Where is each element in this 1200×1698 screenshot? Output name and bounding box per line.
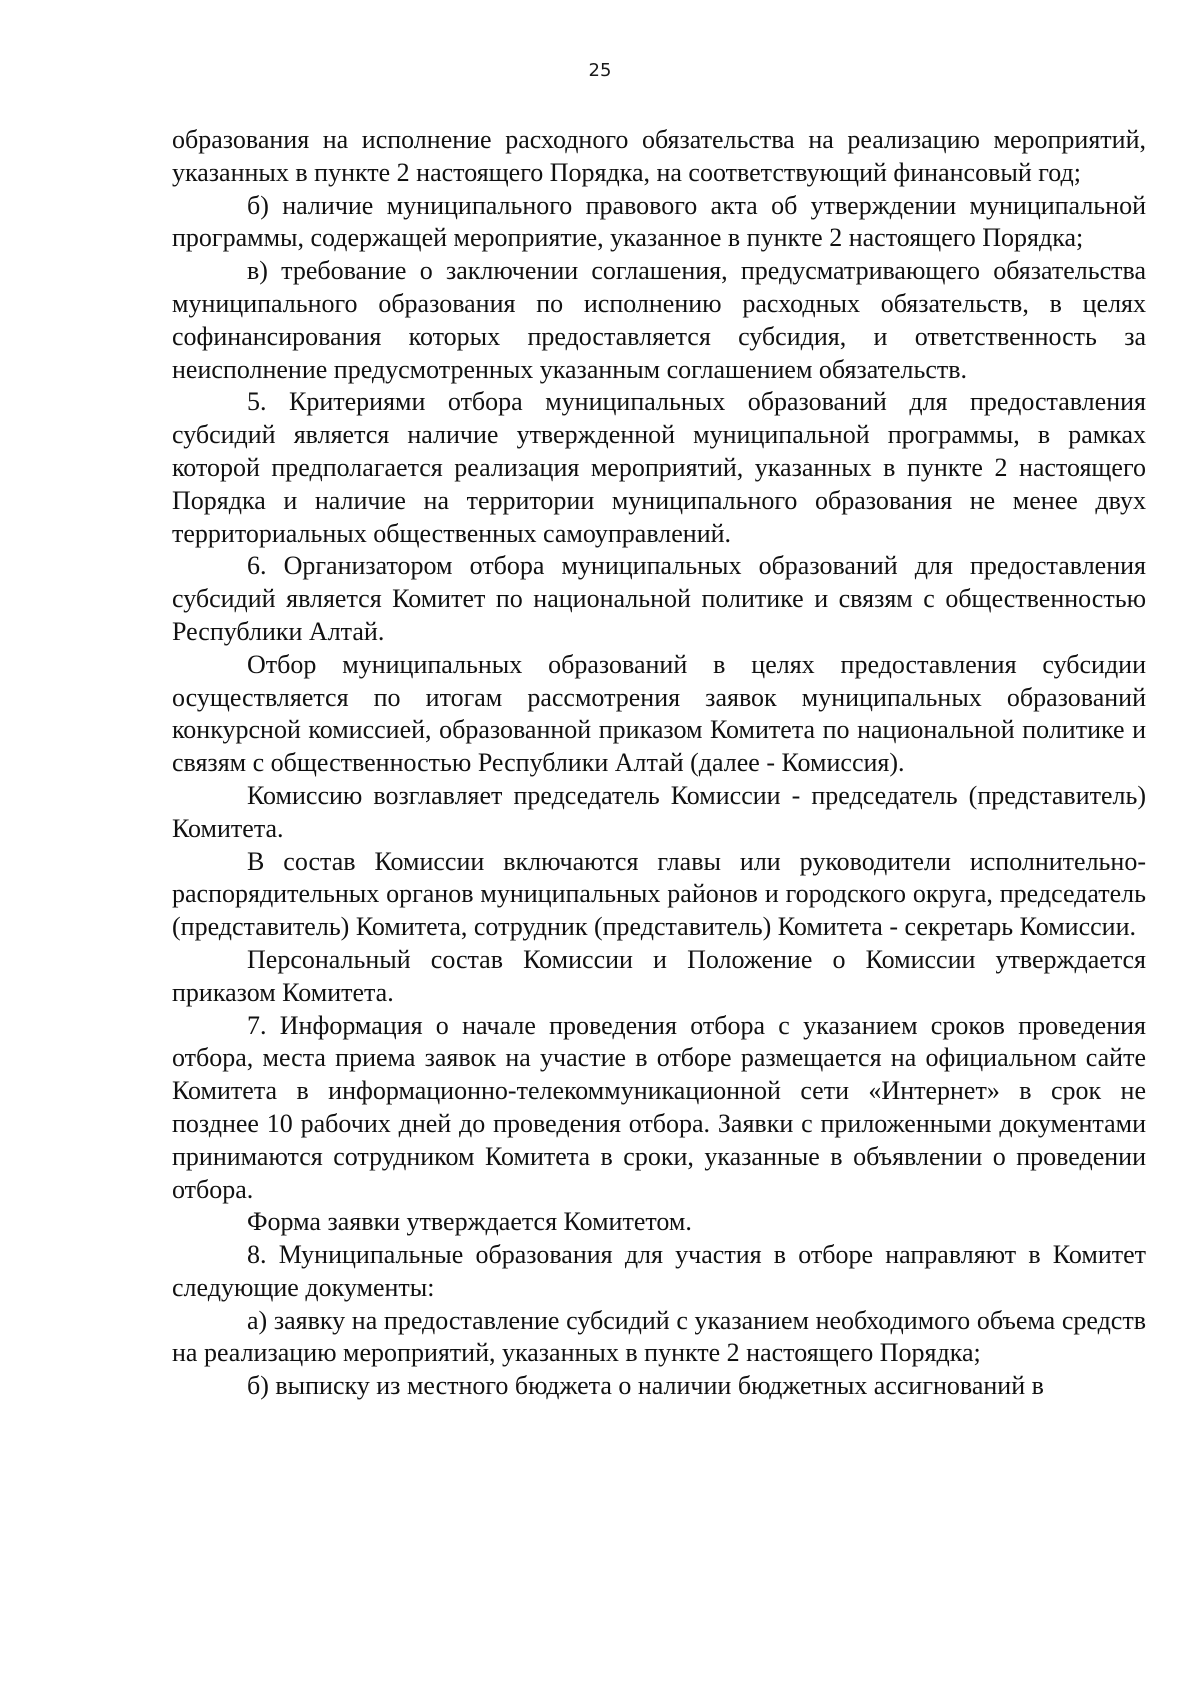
paragraph-item-b: б) наличие муниципального правового акта об утверждении муниципальной программы, содержащей мероприятие, указанное в пункте 2 настоящего Порядка; bbox=[172, 190, 1146, 253]
paragraph-section-6: 6. Организатором отбора муниципальных образований для предоставления субсидий является Комитет по национальной политике и связям с общественностью Республики Алтай. bbox=[172, 551, 1146, 646]
document-body bbox=[172, 124, 1146, 1403]
paragraph-section-5: 5. Критериями отбора муниципальных образований для предоставления субсидий является наличие утвержденной муниципальной программы, в рамках которой предполагается реализация мероприятий, указанных в пункте 2 настоящего Порядка и наличие на территории муниципального образования не менее двух территориальных общественных самоуправлений. bbox=[172, 387, 1146, 548]
paragraph-item-a: а) заявку на предоставление субсидий с указанием необходимого объема средств на реализацию мероприятий, указанных в пункте 2 настоящего Порядка; bbox=[172, 1305, 1146, 1368]
paragraph-item-b-budget: б) выписку из местного бюджета о наличии бюджетных ассигнований в bbox=[247, 1371, 1044, 1401]
paragraph-section-8: 8. Муниципальные образования для участия в отборе направляют в Комитет следующие документы: bbox=[172, 1240, 1146, 1302]
paragraph-section-7: 7. Информация о начале проведения отбора с указанием сроков проведения отбора, места приема заявок на участие в отборе размещается на официальном сайте Комитета в информационно-телекоммуникационной сети «Интернет» в срок не позднее 10 рабочих дней до проведения отбора. Заявки с приложенными документами принимаются сотрудником Комитета в сроки, указанные в объявлении о проведении отбора. bbox=[172, 1010, 1146, 1204]
paragraph-continuation: образования на исполнение расходного обязательства на реализацию мероприятий, указанных в пункте 2 настоящего Порядка, на соответствующий финансовый год; bbox=[172, 125, 1146, 187]
paragraph-application-form: Форма заявки утверждается Комитетом. bbox=[247, 1207, 692, 1237]
paragraph-commission-approval: Персональный состав Комиссии и Положение о Комиссии утверждается приказом Комитета. bbox=[172, 944, 1146, 1007]
paragraph-commission-head: Комиссию возглавляет председатель Комиссии - председатель (представитель) Комитета. bbox=[172, 780, 1146, 843]
paragraph-selection: Отбор муниципальных образований в целях предоставления субсидии осуществляется по итогам рассмотрения заявок муниципальных образований конкурсной комиссией, образованной приказом Комитета по национальной политике и связям с общественностью Республики Алтай (далее - Комиссия). bbox=[172, 649, 1146, 778]
paragraph-commission-members: В состав Комиссии включаются главы или руководители исполнительно-распорядительных органов муниципальных районов и городского округа, председатель (представитель) Комитета, сотрудник (представитель) Комитета - секретарь Комиссии. bbox=[172, 846, 1146, 942]
page-number: 25 bbox=[588, 60, 612, 81]
paragraph-item-v: в) требование о заключении соглашения, предусматривающего обязательства муниципального образования по исполнению расходных обязательств, в целях софинансирования которых предоставляется субсидия, и ответственность за неисполнение предусмотренных указанным соглашением обязательств. bbox=[172, 256, 1146, 384]
